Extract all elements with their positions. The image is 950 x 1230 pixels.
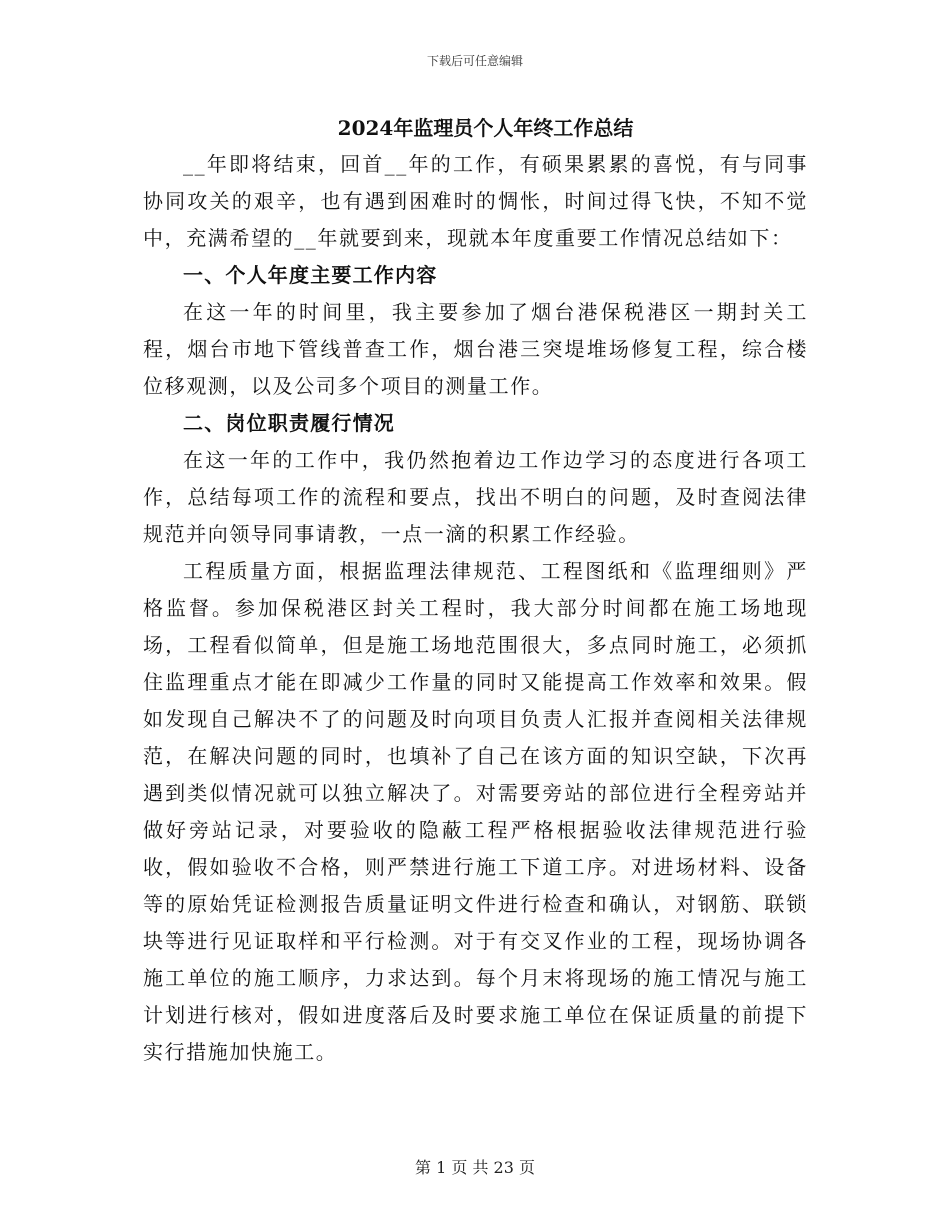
- document-body: [143, 110, 808, 1071]
- section-1-heading: 一、个人年度主要工作内容: [183, 263, 438, 287]
- section-2-paragraph-1: 在这一年的工作中，我仍然抱着边工作边学习的态度进行各项工作，总结每项工作的流程和要点，找出不明白的问题，及时查阅法律规范并向领导同事请教，一点一滴的积累工作经验。: [143, 448, 808, 546]
- intro-paragraph: __年即将结束，回首__年的工作，有硕果累累的喜悦，有与同事协同攻关的艰辛，也有遇到困难时的惆怅，时间过得飞快，不知不觉中，充满希望的__年就要到来，现就本年度重要工作情况总结如下：: [143, 152, 808, 250]
- section-2-paragraph-2: 工程质量方面，根据监理法律规范、工程图纸和《监理细则》严格监督。参加保税港区封关工程时，我大部分时间都在施工场地现场，工程看似简单，但是施工场地范围很大，多点同时施工，必须抓住监理重点才能在即减少工作量的同时又能提高工作效率和效果。假如发现自己解决不了的问题及时向项目负责人汇报并查阅相关法律规范，在解决问题的同时，也填补了自己在该方面的知识空缺，下次再遇到类似情况就可以独立解决了。对需要旁站的部位进行全程旁站并做好旁站记录，对要验收的隐蔽工程严格根据验收法律规范进行验收，假如验收不合格，则严禁进行施工下道工序。对进场材料、设备等的原始凭证检测报告质量证明文件进行检查和确认，对钢筋、联锁块等进行见证取样和平行检测。对于有交叉作业的工程，现场协调各施工单位的施工顺序，力求达到。每个月末将现场的施工情况与施工计划进行核对，假如进度落后及时要求施工单位在保证质量的前提下实行措施加快施工。: [143, 559, 808, 1064]
- page-number-footer: 第 1 页 共 23 页: [415, 1158, 535, 1177]
- section-1-paragraph: 在这一年的时间里，我主要参加了烟台港保税港区一期封关工程，烟台市地下管线普查工作，烟台港三突堤堆场修复工程，综合楼位移观测，以及公司多个项目的测量工作。: [143, 300, 808, 398]
- section-2-heading: 二、岗位职责履行情况: [183, 411, 395, 435]
- document-title: 2024年监理员个人年终工作总结: [337, 116, 634, 140]
- page-header-note: 下载后可任意编辑: [426, 54, 523, 68]
